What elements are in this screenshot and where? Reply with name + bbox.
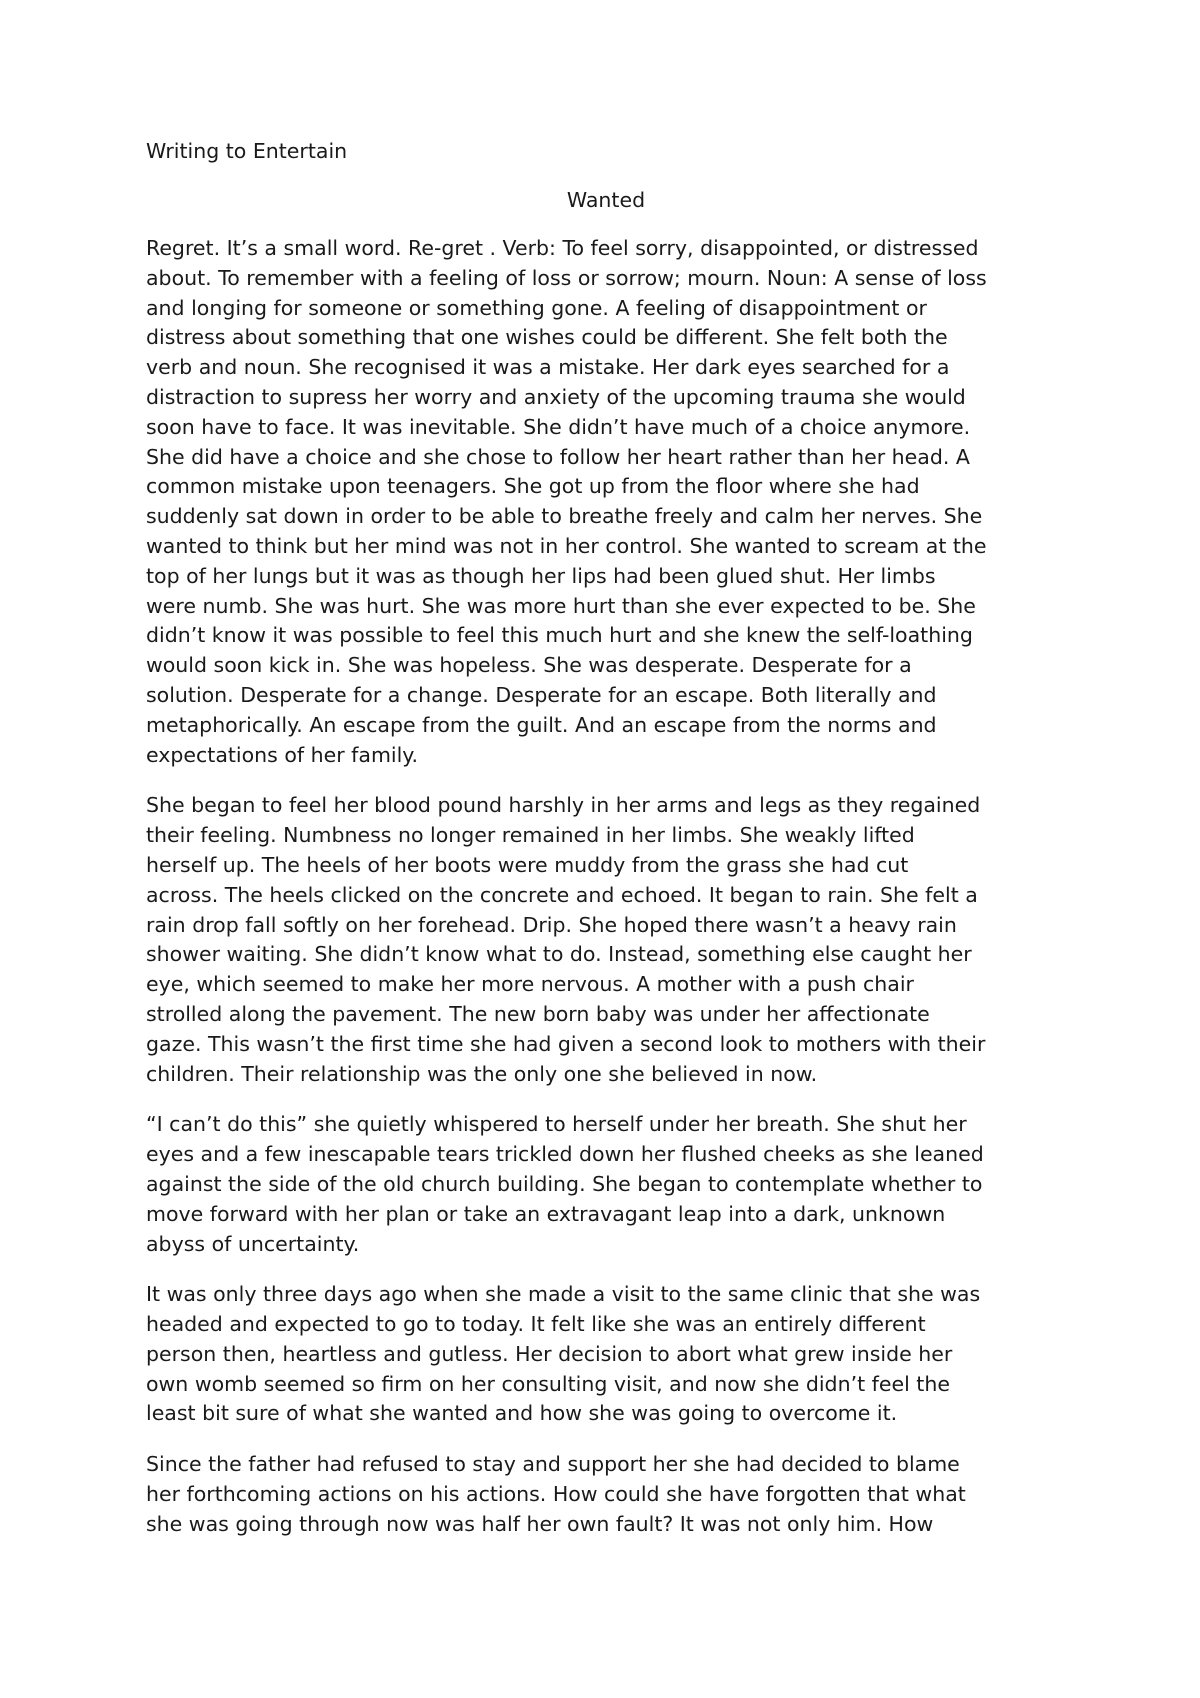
paragraph-line: were numb. She was hurt. She was more hurt than she ever expected to be. She bbox=[146, 593, 976, 618]
paragraph-line: soon have to face. It was inevitable. She didn’t have much of a choice anymore. bbox=[146, 414, 971, 439]
paragraph-line: headed and expected to go to today. It felt like she was an entirely different bbox=[146, 1312, 926, 1337]
paragraph-line: her forthcoming actions on his actions. How could she have forgotten that what bbox=[146, 1482, 966, 1507]
paragraph-line: person then, heartless and gutless. Her decision to abort what grew inside her bbox=[146, 1341, 953, 1366]
paragraph-line: top of her lungs but it was as though her lips had been glued shut. Her limbs bbox=[146, 563, 936, 588]
paragraph-line: children. Their relationship was the only one she believed in now. bbox=[146, 1061, 818, 1086]
paragraph-line: It was only three days ago when she made a visit to the same clinic that she was bbox=[146, 1282, 981, 1307]
paragraph-line: solution. Desperate for a change. Desperate for an escape. Both literally and bbox=[146, 682, 937, 707]
paragraph-line: She began to feel her blood pound harshly in her arms and legs as they regained bbox=[146, 793, 981, 818]
paragraph-line: wanted to think but her mind was not in her control. She wanted to scream at the bbox=[146, 533, 987, 558]
document-title: Wanted bbox=[566, 188, 646, 212]
paragraph-line: move forward with her plan or take an extravagant leap into a dark, unknown bbox=[146, 1201, 946, 1226]
paragraph-line: she was going through now was half her own fault? It was not only him. How bbox=[146, 1511, 934, 1536]
paragraph-line: about. To remember with a feeling of loss or sorrow; mourn. Noun: A sense of loss bbox=[146, 265, 987, 290]
paragraph-line: distress about something that one wishes could be different. She felt both the bbox=[146, 325, 948, 350]
document-body bbox=[146, 234, 1066, 1540]
paragraph-line: own womb seemed so firm on her consulting visit, and now she didn’t feel the bbox=[146, 1371, 950, 1396]
paragraph-line: least bit sure of what she wanted and how she was going to overcome it. bbox=[146, 1401, 898, 1426]
paragraph-line: didn’t know it was possible to feel this much hurt and she knew the self-loathing bbox=[146, 623, 973, 648]
paragraph-line: their feeling. Numbness no longer remained in her limbs. She weakly lifted bbox=[146, 823, 915, 848]
paragraph-line: expectations of her family. bbox=[146, 742, 419, 767]
paragraph-line: and longing for someone or something gone. A feeling of disappointment or bbox=[146, 295, 927, 320]
paragraph-line: would soon kick in. She was hopeless. She was desperate. Desperate for a bbox=[146, 653, 912, 678]
body-paragraph bbox=[146, 791, 1066, 1089]
paragraph-line: suddenly sat down in order to be able to breathe freely and calm her nerves. She bbox=[146, 504, 983, 529]
paragraph-line: Regret. It’s a small word. Re-gret . Verb: To feel sorry, disappointed, or distressed bbox=[146, 236, 979, 260]
paragraph-line: strolled along the pavement. The new born baby was under her affectionate bbox=[146, 1001, 930, 1026]
paragraph-line: across. The heels clicked on the concrete and echoed. It began to rain. She felt a bbox=[146, 882, 978, 907]
paragraph-line: shower waiting. She didn’t know what to do. Instead, something else caught her bbox=[146, 942, 972, 967]
paragraph-line: eye, which seemed to make her more nervous. A mother with a push chair bbox=[146, 972, 914, 997]
body-paragraph bbox=[146, 1450, 1066, 1539]
paragraph-line: gaze. This wasn’t the first time she had given a second look to mothers with their bbox=[146, 1031, 986, 1056]
paragraph-line: herself up. The heels of her boots were muddy from the grass she had cut bbox=[146, 852, 909, 877]
paragraph-line: verb and noun. She recognised it was a mistake. Her dark eyes searched for a bbox=[146, 355, 950, 380]
paragraph-line: Since the father had refused to stay and support her she had decided to blame bbox=[146, 1452, 960, 1477]
paragraph-line: “I can’t do this” she quietly whispered to herself under her breath. She shut her bbox=[146, 1112, 967, 1137]
paragraph-line: common mistake upon teenagers. She got up from the floor where she had bbox=[146, 474, 920, 499]
document-page bbox=[146, 136, 1066, 1561]
paragraph-line: rain drop fall softly on her forehead. Drip. She hoped there wasn’t a heavy rain bbox=[146, 912, 957, 937]
paragraph-line: against the side of the old church building. She began to contemplate whether to bbox=[146, 1171, 983, 1196]
body-paragraph bbox=[146, 234, 1066, 770]
paragraph-line: abyss of uncertainty. bbox=[146, 1231, 360, 1256]
paragraph-line: metaphorically. An escape from the guilt. And an escape from the norms and bbox=[146, 712, 937, 737]
document-heading: Writing to Entertain bbox=[146, 139, 348, 163]
paragraph-line: distraction to supress her worry and anxiety of the upcoming trauma she would bbox=[146, 384, 966, 409]
body-paragraph bbox=[146, 1110, 1066, 1259]
paragraph-line: eyes and a few inescapable tears trickled down her flushed cheeks as she leaned bbox=[146, 1142, 984, 1167]
paragraph-line: She did have a choice and she chose to follow her heart rather than her head. A bbox=[146, 444, 970, 469]
body-paragraph bbox=[146, 1280, 1066, 1429]
